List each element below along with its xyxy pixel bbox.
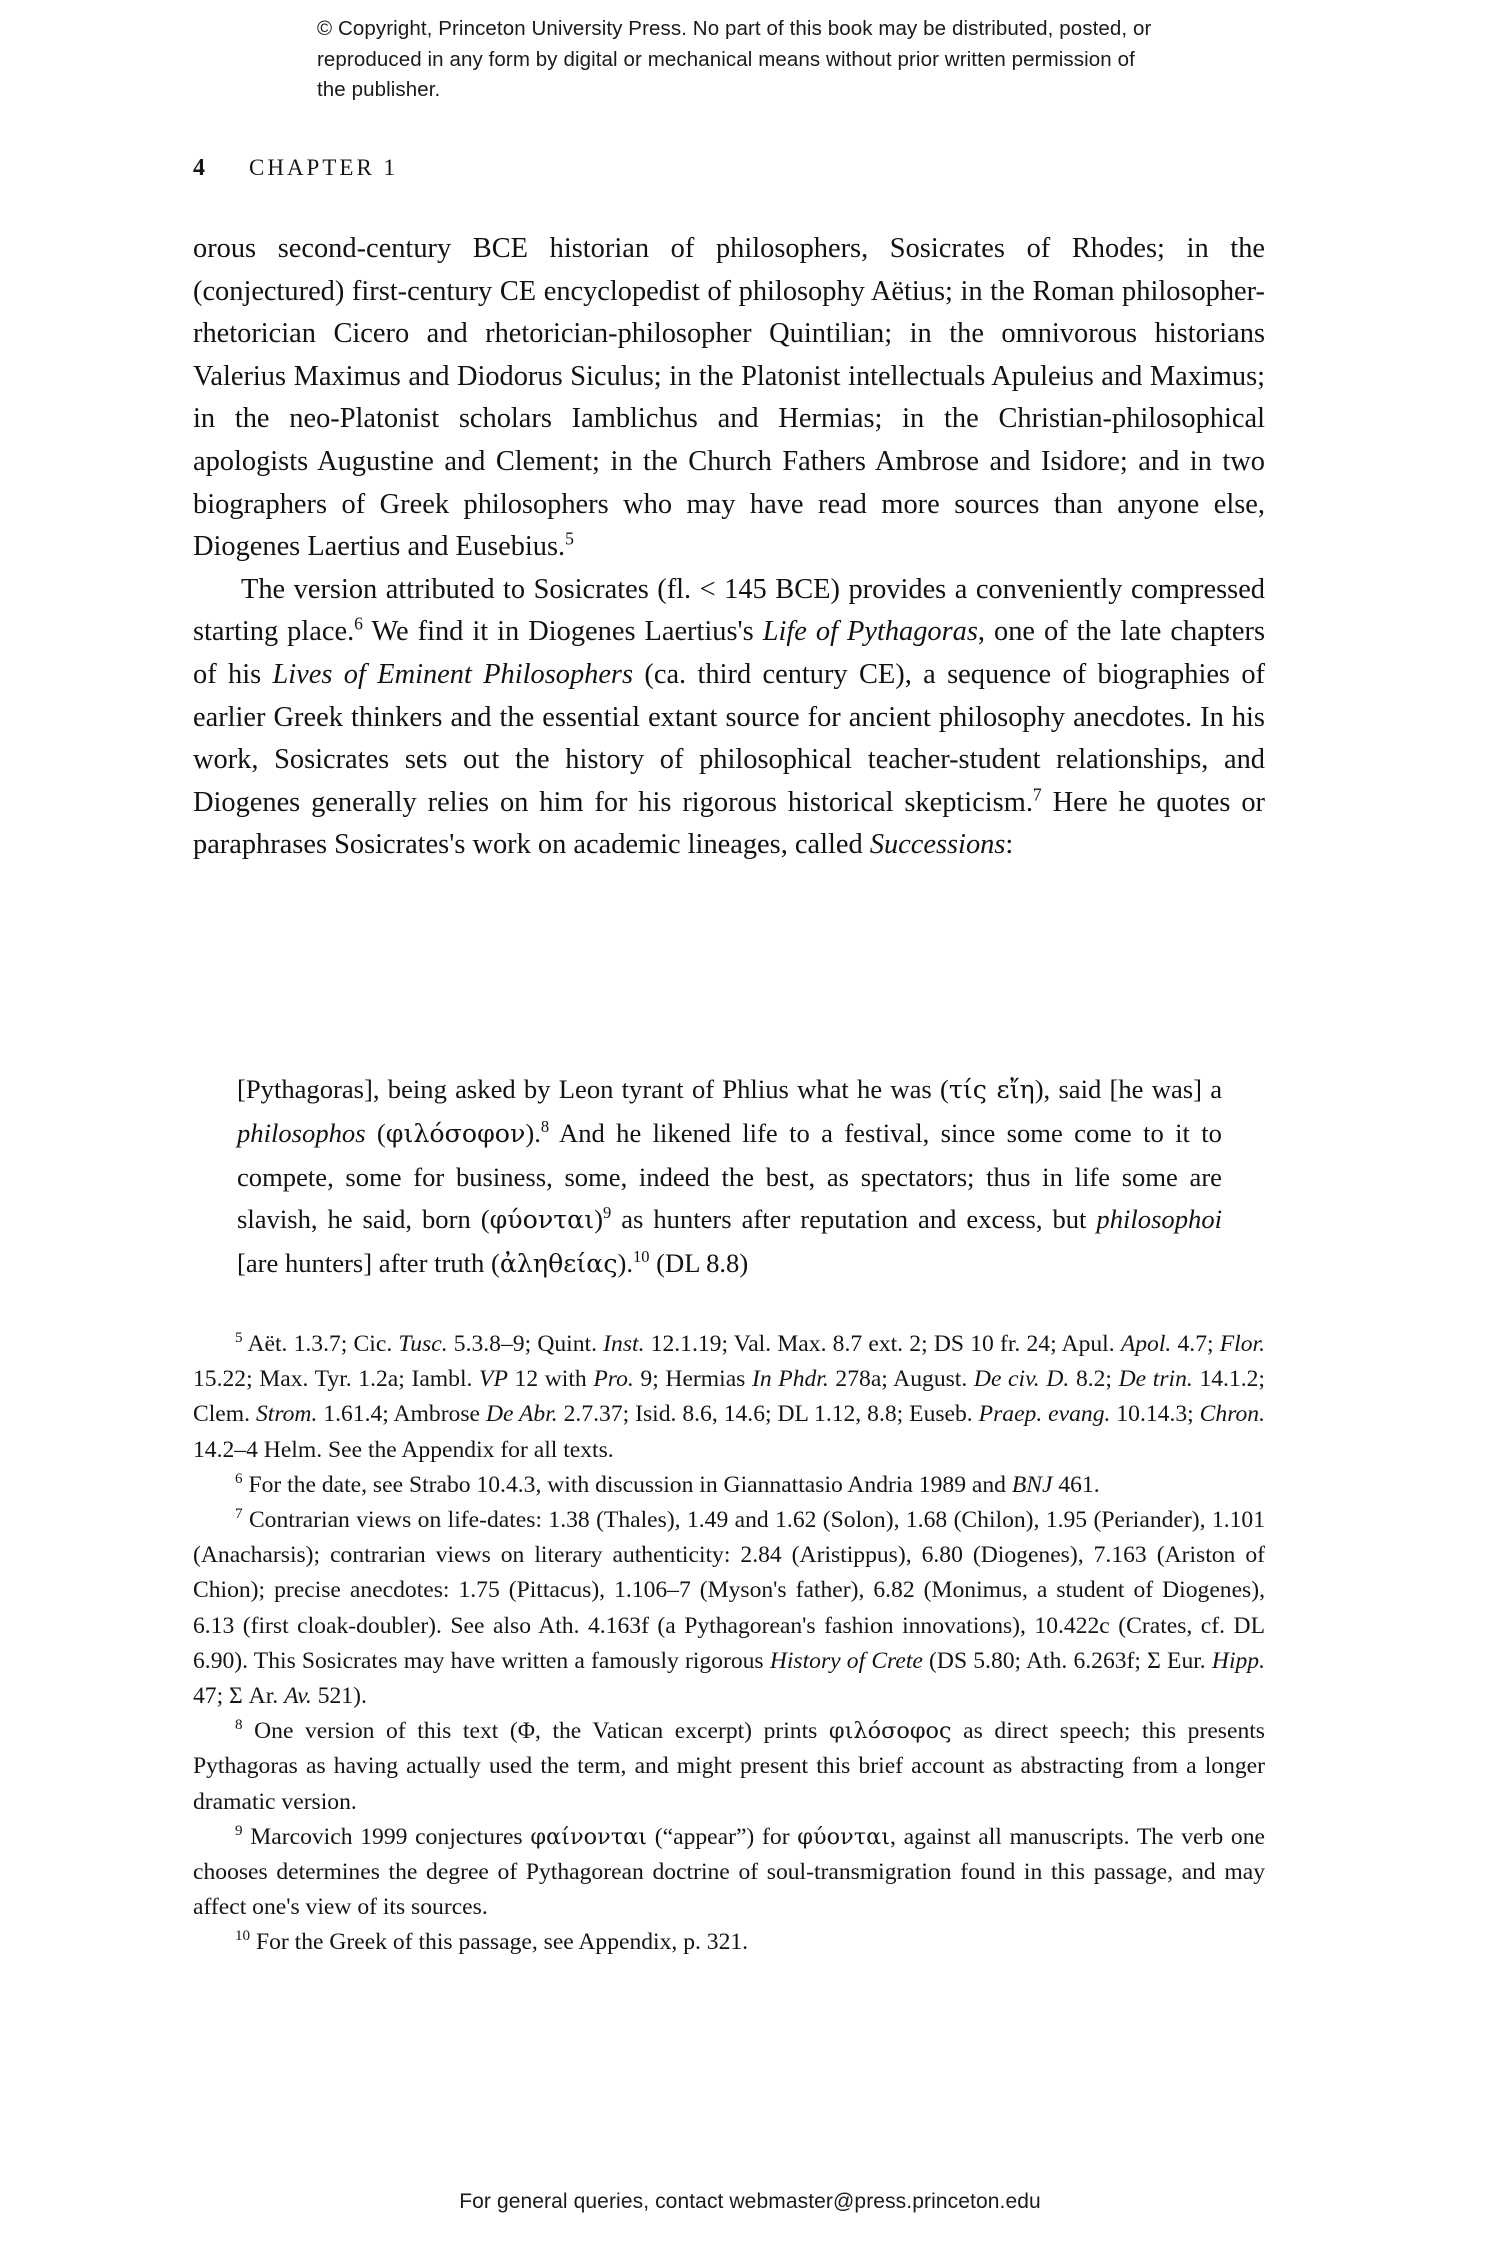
footnote-marker-9[interactable]: 9 (235, 1822, 243, 1839)
quote-part-5: And he likened life to a festival, since some come to it to compete, some for business, some, indeed the best, as spectators; thus in life some are slavish, he said, born ( (237, 1117, 1222, 1235)
footnote-5-text-6: 4.7; (1171, 1331, 1220, 1357)
footnote-marker-7[interactable]: 7 (235, 1506, 243, 1523)
greek-aletheias: ἀληθείας (499, 1249, 618, 1279)
footnote-8 (193, 1714, 1265, 1820)
footnote-10 (193, 1925, 1265, 1960)
footnote-marker-8[interactable]: 8 (235, 1717, 243, 1734)
work-title-life-of-pythagoras: Life of Pythagoras (762, 616, 978, 648)
footer-notice: For general queries, contact webmaster@press.princeton.edu (459, 2190, 1041, 2213)
footnote-5-title-23: Praep. evang. (978, 1401, 1111, 1428)
work-title-lives-of-eminent-philosophers: Lives of Eminent Philosophers (272, 658, 634, 690)
footnote-5-title-7: Flor. (1219, 1331, 1265, 1357)
greek-tis-eie: τίς εἴη (948, 1075, 1035, 1104)
paragraph-2-part-6: : (1005, 829, 1014, 861)
footnote-5-title-15: De civ. D. (973, 1366, 1070, 1393)
footnote-5-text-8: 15.22; Max. Tyr. 1.2a; Iambl. (193, 1366, 480, 1393)
footnote-7-title-5: Av. (284, 1683, 312, 1710)
work-title-successions: Successions (869, 829, 1006, 861)
footnote-5-text-24: 10.14.3; (1110, 1401, 1200, 1428)
footnote-5-text-16: 8.2; (1069, 1366, 1119, 1393)
footnote-5-text-10: 12 with (507, 1366, 594, 1393)
quotation-text (237, 1068, 1222, 1286)
footnote-10-text-0: For the Greek of this passage, see Appendix, p. 321. (250, 1929, 749, 1956)
footnote-6-text-2: 461. (1052, 1471, 1100, 1498)
footnote-5-title-11: Pro. (593, 1366, 634, 1393)
paragraph-2-part-5: Here he quotes or paraphrases Sosicrates's work on academic lineages, called (193, 786, 1265, 861)
footnote-5-text-12: 9; Hermias (633, 1366, 752, 1393)
footnote-ref-10[interactable]: 10 (633, 1247, 650, 1267)
greek-philosophon: φιλόσοφον (385, 1118, 526, 1148)
footnote-5-text-26: 14.2–4 Helm. See the Appendix for all texts. (193, 1436, 614, 1463)
footnote-9-text-2: (“appear”) for (647, 1823, 798, 1850)
greek-phyontai: φύονται (489, 1205, 595, 1235)
paragraph-2-part-2: We find it in Diogenes Laertius's (362, 616, 763, 648)
footnote-8-text-2: as direct speech; this presents Pythagoras as having actually used the term, and might present this brief account as abstracting from a longer dramatic version. (193, 1718, 1265, 1815)
footnote-5-text-18: 14.1.2; Clem. (193, 1366, 1265, 1428)
footnote-ref-5[interactable]: 5 (565, 528, 574, 549)
footnote-5-text-14: 278a; August. (828, 1366, 974, 1393)
footnote-marker-5[interactable]: 5 (235, 1330, 243, 1347)
quote-citation: (DL 8.8) (649, 1248, 749, 1279)
paragraph-2-part-4: (ca. third century CE), a sequence of biographies of earlier Greek thinkers and the essential extant source for ancient philosophy anecdotes. In his work, Sosicrates sets out the history of philosophical teacher-student relationships, and Diogenes generally relies on him for his rigorous historical skepticism. (193, 658, 1265, 818)
quote-part-6: ) (594, 1204, 604, 1235)
paragraph-1-text: orous second-century BCE historian of philosophers, Sosicrates of Rhodes; in the (conjectured) first-century CE encyclopedist of philosophy Aëtius; in the Roman philosopher-rhetorician Cicero and rhetorician-philosopher Quintilian; in the omnivorous historians Valerius Maximus and Diodorus Siculus; in the Platonist intellectuals Apuleius and Maximus; in the neo-Platonist scholars Iamblichus and Hermias; in the Christian-philosophical apologists Augustine and Clement; in the Church Fathers Ambrose and Isidore; and in two biographers of Greek philosophers who may have read more sources than anyone else, Diogenes Laertius and Eusebius. (193, 233, 1265, 563)
footnote-ref-7[interactable]: 7 (1032, 784, 1042, 805)
footnote-5-text-20: 1.61.4; Ambrose (317, 1401, 486, 1428)
footnote-7-text-2: (DS 5.80; Ath. 6.263f; Σ Eur. (922, 1647, 1212, 1674)
footnote-5-title-21: De Abr. (485, 1401, 558, 1428)
footnote-5-text-4: 12.1.19; Val. Max. 8.7 ext. 2; DS 10 fr. 24; Apul. (644, 1331, 1121, 1357)
footnote-6 (193, 1468, 1265, 1503)
term-philosophoi: philosophoi (1096, 1204, 1222, 1235)
footnote-ref-9[interactable]: 9 (603, 1203, 612, 1223)
footnote-8-text-0: One version of this text (Φ, the Vatican excerpt) prints (242, 1718, 829, 1745)
term-philosophos: philosophos (237, 1117, 366, 1148)
footnote-5-title-9: VP (479, 1366, 508, 1393)
footnote-5-text-2: 5.3.8–9; Quint. (447, 1331, 604, 1357)
footnote-block (193, 1327, 1265, 1961)
footnote-5-text-0: Aët. 1.3.7; Cic. (242, 1331, 399, 1357)
paragraph-continuation (193, 228, 1265, 569)
footnote-7 (193, 1503, 1265, 1714)
footnote-marker-6[interactable]: 6 (235, 1470, 243, 1487)
footnote-7-title-1: History of Crete (769, 1647, 923, 1674)
footnote-8-greek-1: φιλόσοφος (828, 1718, 952, 1745)
footnote-marker-10[interactable]: 10 (235, 1928, 251, 1945)
quote-part-8: [are hunters] after truth ( (237, 1248, 500, 1279)
footnote-5-title-19: Strom. (255, 1401, 318, 1428)
footnote-7-text-6: 521). (311, 1683, 367, 1710)
footnote-5-title-1: Tusc. (398, 1331, 448, 1357)
footnote-5-title-5: Apol. (1120, 1331, 1172, 1357)
quote-part-9: ). (617, 1248, 634, 1279)
footnote-5-title-13: In Phdr. (752, 1366, 829, 1393)
footnote-7-title-3: Hipp. (1211, 1647, 1265, 1674)
main-text-column (193, 228, 1265, 867)
quote-part-1: [Pythagoras], being asked by Leon tyrant of Phlius what he was ( (237, 1074, 949, 1104)
footnote-7-text-0: Contrarian views on life-dates: 1.38 (Thales), 1.49 and 1.62 (Solon), 1.68 (Chilon), 1.95 (Periander), 1.101 (Anacharsis); contrarian views on literary authenticity: 2.84 (Aristippus), 6.80 (Diogenes), 7.163 (Ariston of Chion); precise anecdotes: 1.75 (Pittacus), 1.106–7 (Myson's father), 6.82 (Monimus, a student of Diogenes), 6.13 (first cloak-doubler). See also Ath. 4.163f (a Pythagorean's fashion innovations), 10.422c (Crates, cf. DL 6.90). This Sosicrates may have written a famously rigorous (193, 1507, 1265, 1674)
paragraph-2-part-1: The version attributed to Sosicrates (fl. < 145 BCE) provides a conveniently compressed starting place. (193, 573, 1265, 648)
footnote-5-title-25: Chron. (1199, 1401, 1266, 1428)
quote-part-4: ). (525, 1117, 541, 1148)
footnote-9-text-4: , against all manuscripts. The verb one chooses determines the degree of Pythagorean doctrine of soul-transmigration found in this passage, and may affect one's view of its sources. (193, 1823, 1265, 1921)
footnote-6-title-1: BNJ (1011, 1471, 1053, 1498)
paragraph-2-part-3: , one of the late chapters of his (193, 616, 1266, 690)
quote-part-7: as hunters after reputation and excess, but (611, 1204, 1097, 1235)
copyright-notice: © Copyright, Princeton University Press. No part of this book may be distributed, posted, or reproduced in any form by digital or mechanical means without prior written permission of the publisher. (317, 17, 1152, 101)
block-quotation (237, 1068, 1222, 1286)
quote-part-2: ), said [he was] a (1034, 1074, 1223, 1104)
footnote-9 (193, 1820, 1265, 1926)
footnote-9-greek-3: φύονται (797, 1823, 891, 1850)
chapter-label: CHAPTER 1 (249, 155, 399, 180)
footnote-5-text-22: 2.7.37; Isid. 8.6, 14.6; DL 1.12, 8.8; Euseb. (557, 1401, 979, 1428)
running-head (193, 155, 1313, 182)
footnote-9-greek-1: φαίνονται (530, 1823, 648, 1850)
footnote-6-text-0: For the date, see Strabo 10.4.3, with discussion in Giannattasio Andria 1989 and (242, 1471, 1012, 1498)
paragraph-2 (193, 569, 1265, 867)
page-number: 4 (193, 155, 205, 181)
footnote-9-text-0: Marcovich 1999 conjectures (242, 1823, 531, 1850)
footnote-5 (193, 1327, 1265, 1468)
footnote-ref-8[interactable]: 8 (540, 1116, 550, 1136)
footnote-ref-6[interactable]: 6 (354, 613, 363, 634)
footnote-7-text-4: 47; Σ Ar. (193, 1683, 285, 1710)
quote-part-3: ( (365, 1117, 386, 1148)
footnote-5-title-17: De trin. (1118, 1366, 1193, 1393)
footnote-5-title-3: Inst. (603, 1331, 645, 1357)
